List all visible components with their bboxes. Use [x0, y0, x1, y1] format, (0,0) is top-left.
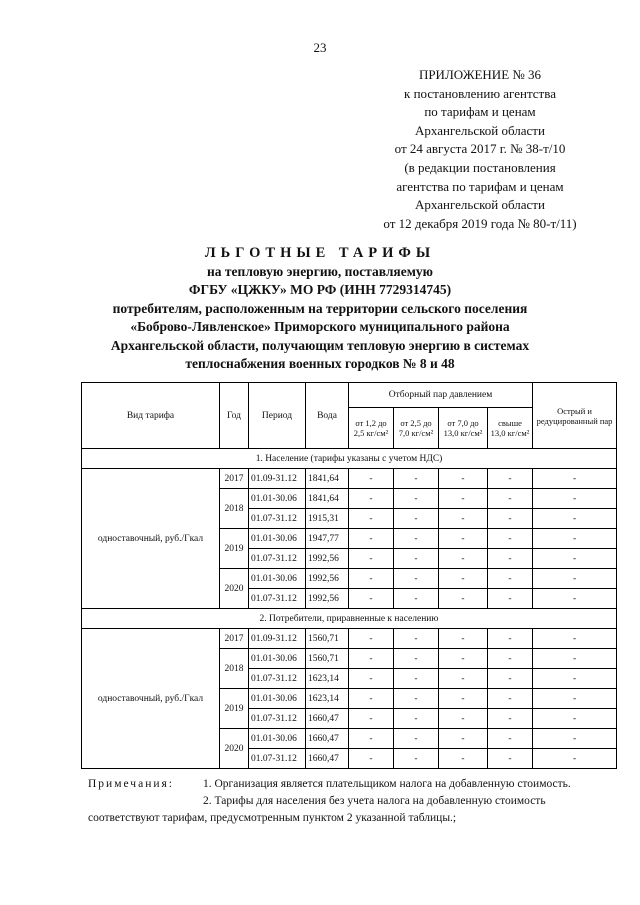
water-price-cell: 1660,47 — [306, 729, 349, 749]
header-period: Период — [249, 383, 306, 449]
empty-dash-cell: - — [394, 629, 439, 649]
empty-dash-cell: - — [488, 629, 533, 649]
empty-dash-cell: - — [349, 749, 394, 769]
title-line: на тепловую энергию, поставляемую — [207, 263, 433, 279]
tariff-type-cell: одноставочный, руб./Гкал — [82, 629, 220, 769]
year-cell: 2019 — [220, 689, 249, 729]
empty-dash-cell: - — [349, 509, 394, 529]
empty-dash-cell: - — [349, 709, 394, 729]
water-price-cell: 1841,64 — [306, 469, 349, 489]
water-price-cell: 1992,56 — [306, 569, 349, 589]
notes-label: Примечания: — [88, 778, 174, 790]
page-number: 23 — [313, 40, 327, 55]
table-row — [82, 629, 617, 649]
period-cell: 01.01-30.06 — [249, 489, 306, 509]
empty-dash-cell: - — [394, 749, 439, 769]
empty-dash-cell: - — [533, 569, 617, 589]
water-price-cell: 1623,14 — [306, 689, 349, 709]
empty-dash-cell: - — [394, 569, 439, 589]
appendix-line: (в редакции постановления — [404, 159, 556, 175]
year-cell: 2020 — [220, 569, 249, 609]
empty-dash-cell: - — [488, 669, 533, 689]
empty-dash-cell: - — [394, 489, 439, 509]
period-cell: 01.07-31.12 — [249, 549, 306, 569]
note-item-2-continuation: соответствуют тарифам, предусмотренным пунктом 2 указанной таблицы.; — [88, 812, 457, 824]
empty-dash-cell: - — [349, 669, 394, 689]
empty-dash-cell: - — [488, 589, 533, 609]
year-cell: 2017 — [220, 629, 249, 649]
period-cell: 01.01-30.06 — [249, 689, 306, 709]
empty-dash-cell: - — [488, 709, 533, 729]
section-row — [82, 449, 617, 469]
empty-dash-cell: - — [394, 669, 439, 689]
empty-dash-cell: - — [349, 729, 394, 749]
empty-dash-cell: - — [533, 489, 617, 509]
appendix-line: по тарифам и ценам — [424, 104, 536, 120]
empty-dash-cell: - — [349, 489, 394, 509]
title-line: Архангельской области, получающим тепловую энергию в системах — [110, 337, 530, 353]
empty-dash-cell: - — [349, 689, 394, 709]
empty-dash-cell: - — [533, 729, 617, 749]
header-steam-range: от 2,5 до 7,0 кг/см² — [394, 408, 439, 449]
title-line: ФГБУ «ЦЖКУ» МО РФ (ИНН 7729314745) — [188, 282, 452, 297]
empty-dash-cell: - — [394, 529, 439, 549]
title-line: потребителям, расположенным на территории сельского поселения — [112, 300, 528, 316]
empty-dash-cell: - — [439, 709, 488, 729]
note-item-1: 1. Организация является плательщиком налога на добавленную стоимость. — [203, 778, 571, 790]
appendix-line: Архангельской области — [415, 197, 545, 213]
empty-dash-cell: - — [439, 489, 488, 509]
empty-dash-cell: - — [488, 549, 533, 569]
empty-dash-cell: - — [488, 469, 533, 489]
empty-dash-cell: - — [439, 729, 488, 749]
year-cell: 2019 — [220, 529, 249, 569]
empty-dash-cell: - — [394, 729, 439, 749]
section-title: 2. Потребители, приравненные к населению — [82, 609, 617, 629]
period-cell: 01.01-30.06 — [249, 569, 306, 589]
water-price-cell: 1560,71 — [306, 629, 349, 649]
empty-dash-cell: - — [439, 749, 488, 769]
empty-dash-cell: - — [349, 589, 394, 609]
water-price-cell: 1660,47 — [306, 709, 349, 729]
appendix-line: от 12 декабря 2019 года № 80-т/11) — [383, 215, 577, 231]
appendix-line: ПРИЛОЖЕНИЕ № 36 — [418, 67, 542, 82]
empty-dash-cell: - — [394, 649, 439, 669]
empty-dash-cell: - — [488, 489, 533, 509]
title-line: «Боброво-Лявленское» Приморского муниципального района — [130, 319, 510, 334]
appendix-line: Архангельской области — [415, 122, 545, 138]
empty-dash-cell: - — [533, 469, 617, 489]
document-title — [60, 244, 580, 374]
header-sharp-steam: Острый и редуцированный пар — [533, 383, 617, 449]
year-cell: 2020 — [220, 729, 249, 769]
year-cell: 2018 — [220, 649, 249, 689]
empty-dash-cell: - — [394, 509, 439, 529]
empty-dash-cell: - — [533, 529, 617, 549]
empty-dash-cell: - — [488, 689, 533, 709]
tariff-type-cell: одноставочный, руб./Гкал — [82, 469, 220, 609]
empty-dash-cell: - — [488, 509, 533, 529]
empty-dash-cell: - — [439, 589, 488, 609]
water-price-cell: 1947,77 — [306, 529, 349, 549]
empty-dash-cell: - — [533, 629, 617, 649]
empty-dash-cell: - — [349, 469, 394, 489]
empty-dash-cell: - — [488, 749, 533, 769]
water-price-cell: 1560,71 — [306, 649, 349, 669]
empty-dash-cell: - — [439, 469, 488, 489]
empty-dash-cell: - — [439, 569, 488, 589]
period-cell: 01.07-31.12 — [249, 589, 306, 609]
header-steam-range: от 1,2 до 2,5 кг/см² — [349, 408, 394, 449]
empty-dash-cell: - — [439, 529, 488, 549]
empty-dash-cell: - — [439, 649, 488, 669]
empty-dash-cell: - — [488, 729, 533, 749]
period-cell: 01.07-31.12 — [249, 749, 306, 769]
section-row — [82, 609, 617, 629]
header-steam-range: свыше 13,0 кг/см² — [488, 408, 533, 449]
appendix-line: от 24 августа 2017 г. № 38-т/10 — [394, 141, 566, 157]
water-price-cell: 1660,47 — [306, 749, 349, 769]
title-line: ЛЬГОТНЫЕ ТАРИФЫ — [204, 245, 436, 261]
period-cell: 01.07-31.12 — [249, 669, 306, 689]
period-cell: 01.07-31.12 — [249, 509, 306, 529]
header-steam-range: от 7,0 до 13,0 кг/см² — [439, 408, 488, 449]
empty-dash-cell: - — [349, 649, 394, 669]
header-steam: Отборный пар давлением — [349, 383, 533, 408]
empty-dash-cell: - — [394, 469, 439, 489]
empty-dash-cell: - — [488, 569, 533, 589]
appendix-line: агентства по тарифам и ценам — [396, 178, 564, 194]
empty-dash-cell: - — [439, 629, 488, 649]
empty-dash-cell: - — [533, 589, 617, 609]
year-cell: 2018 — [220, 489, 249, 529]
empty-dash-cell: - — [439, 689, 488, 709]
empty-dash-cell: - — [394, 709, 439, 729]
period-cell: 01.09-31.12 — [249, 469, 306, 489]
empty-dash-cell: - — [488, 649, 533, 669]
period-cell: 01.01-30.06 — [249, 529, 306, 549]
year-cell: 2017 — [220, 469, 249, 489]
empty-dash-cell: - — [533, 669, 617, 689]
empty-dash-cell: - — [533, 509, 617, 529]
tariff-table — [81, 382, 617, 769]
header-year: Год — [220, 383, 249, 449]
header-tariff-type: Вид тарифа — [82, 383, 220, 449]
empty-dash-cell: - — [349, 629, 394, 649]
water-price-cell: 1992,56 — [306, 549, 349, 569]
empty-dash-cell: - — [439, 669, 488, 689]
empty-dash-cell: - — [349, 549, 394, 569]
empty-dash-cell: - — [349, 529, 394, 549]
period-cell: 01.07-31.12 — [249, 709, 306, 729]
empty-dash-cell: - — [394, 589, 439, 609]
water-price-cell: 1623,14 — [306, 669, 349, 689]
water-price-cell: 1915,31 — [306, 509, 349, 529]
period-cell: 01.01-30.06 — [249, 649, 306, 669]
empty-dash-cell: - — [394, 549, 439, 569]
empty-dash-cell: - — [488, 529, 533, 549]
empty-dash-cell: - — [533, 709, 617, 729]
title-line: теплоснабжения военных городков № 8 и 48 — [185, 356, 455, 371]
header-water: Вода — [306, 383, 349, 449]
empty-dash-cell: - — [533, 749, 617, 769]
empty-dash-cell: - — [533, 689, 617, 709]
appendix-line: к постановлению агентства — [404, 85, 556, 101]
empty-dash-cell: - — [439, 549, 488, 569]
empty-dash-cell: - — [533, 549, 617, 569]
period-cell: 01.01-30.06 — [249, 729, 306, 749]
water-price-cell: 1992,56 — [306, 589, 349, 609]
empty-dash-cell: - — [533, 649, 617, 669]
note-item-2: 2. Тарифы для населения без учета налога на добавленную стоимость — [203, 795, 546, 807]
period-cell: 01.09-31.12 — [249, 629, 306, 649]
section-title: 1. Население (тарифы указаны с учетом НДС) — [82, 449, 617, 469]
empty-dash-cell: - — [439, 509, 488, 529]
appendix-header — [330, 66, 630, 233]
water-price-cell: 1841,64 — [306, 489, 349, 509]
empty-dash-cell: - — [394, 689, 439, 709]
empty-dash-cell: - — [349, 569, 394, 589]
table-row — [82, 469, 617, 489]
